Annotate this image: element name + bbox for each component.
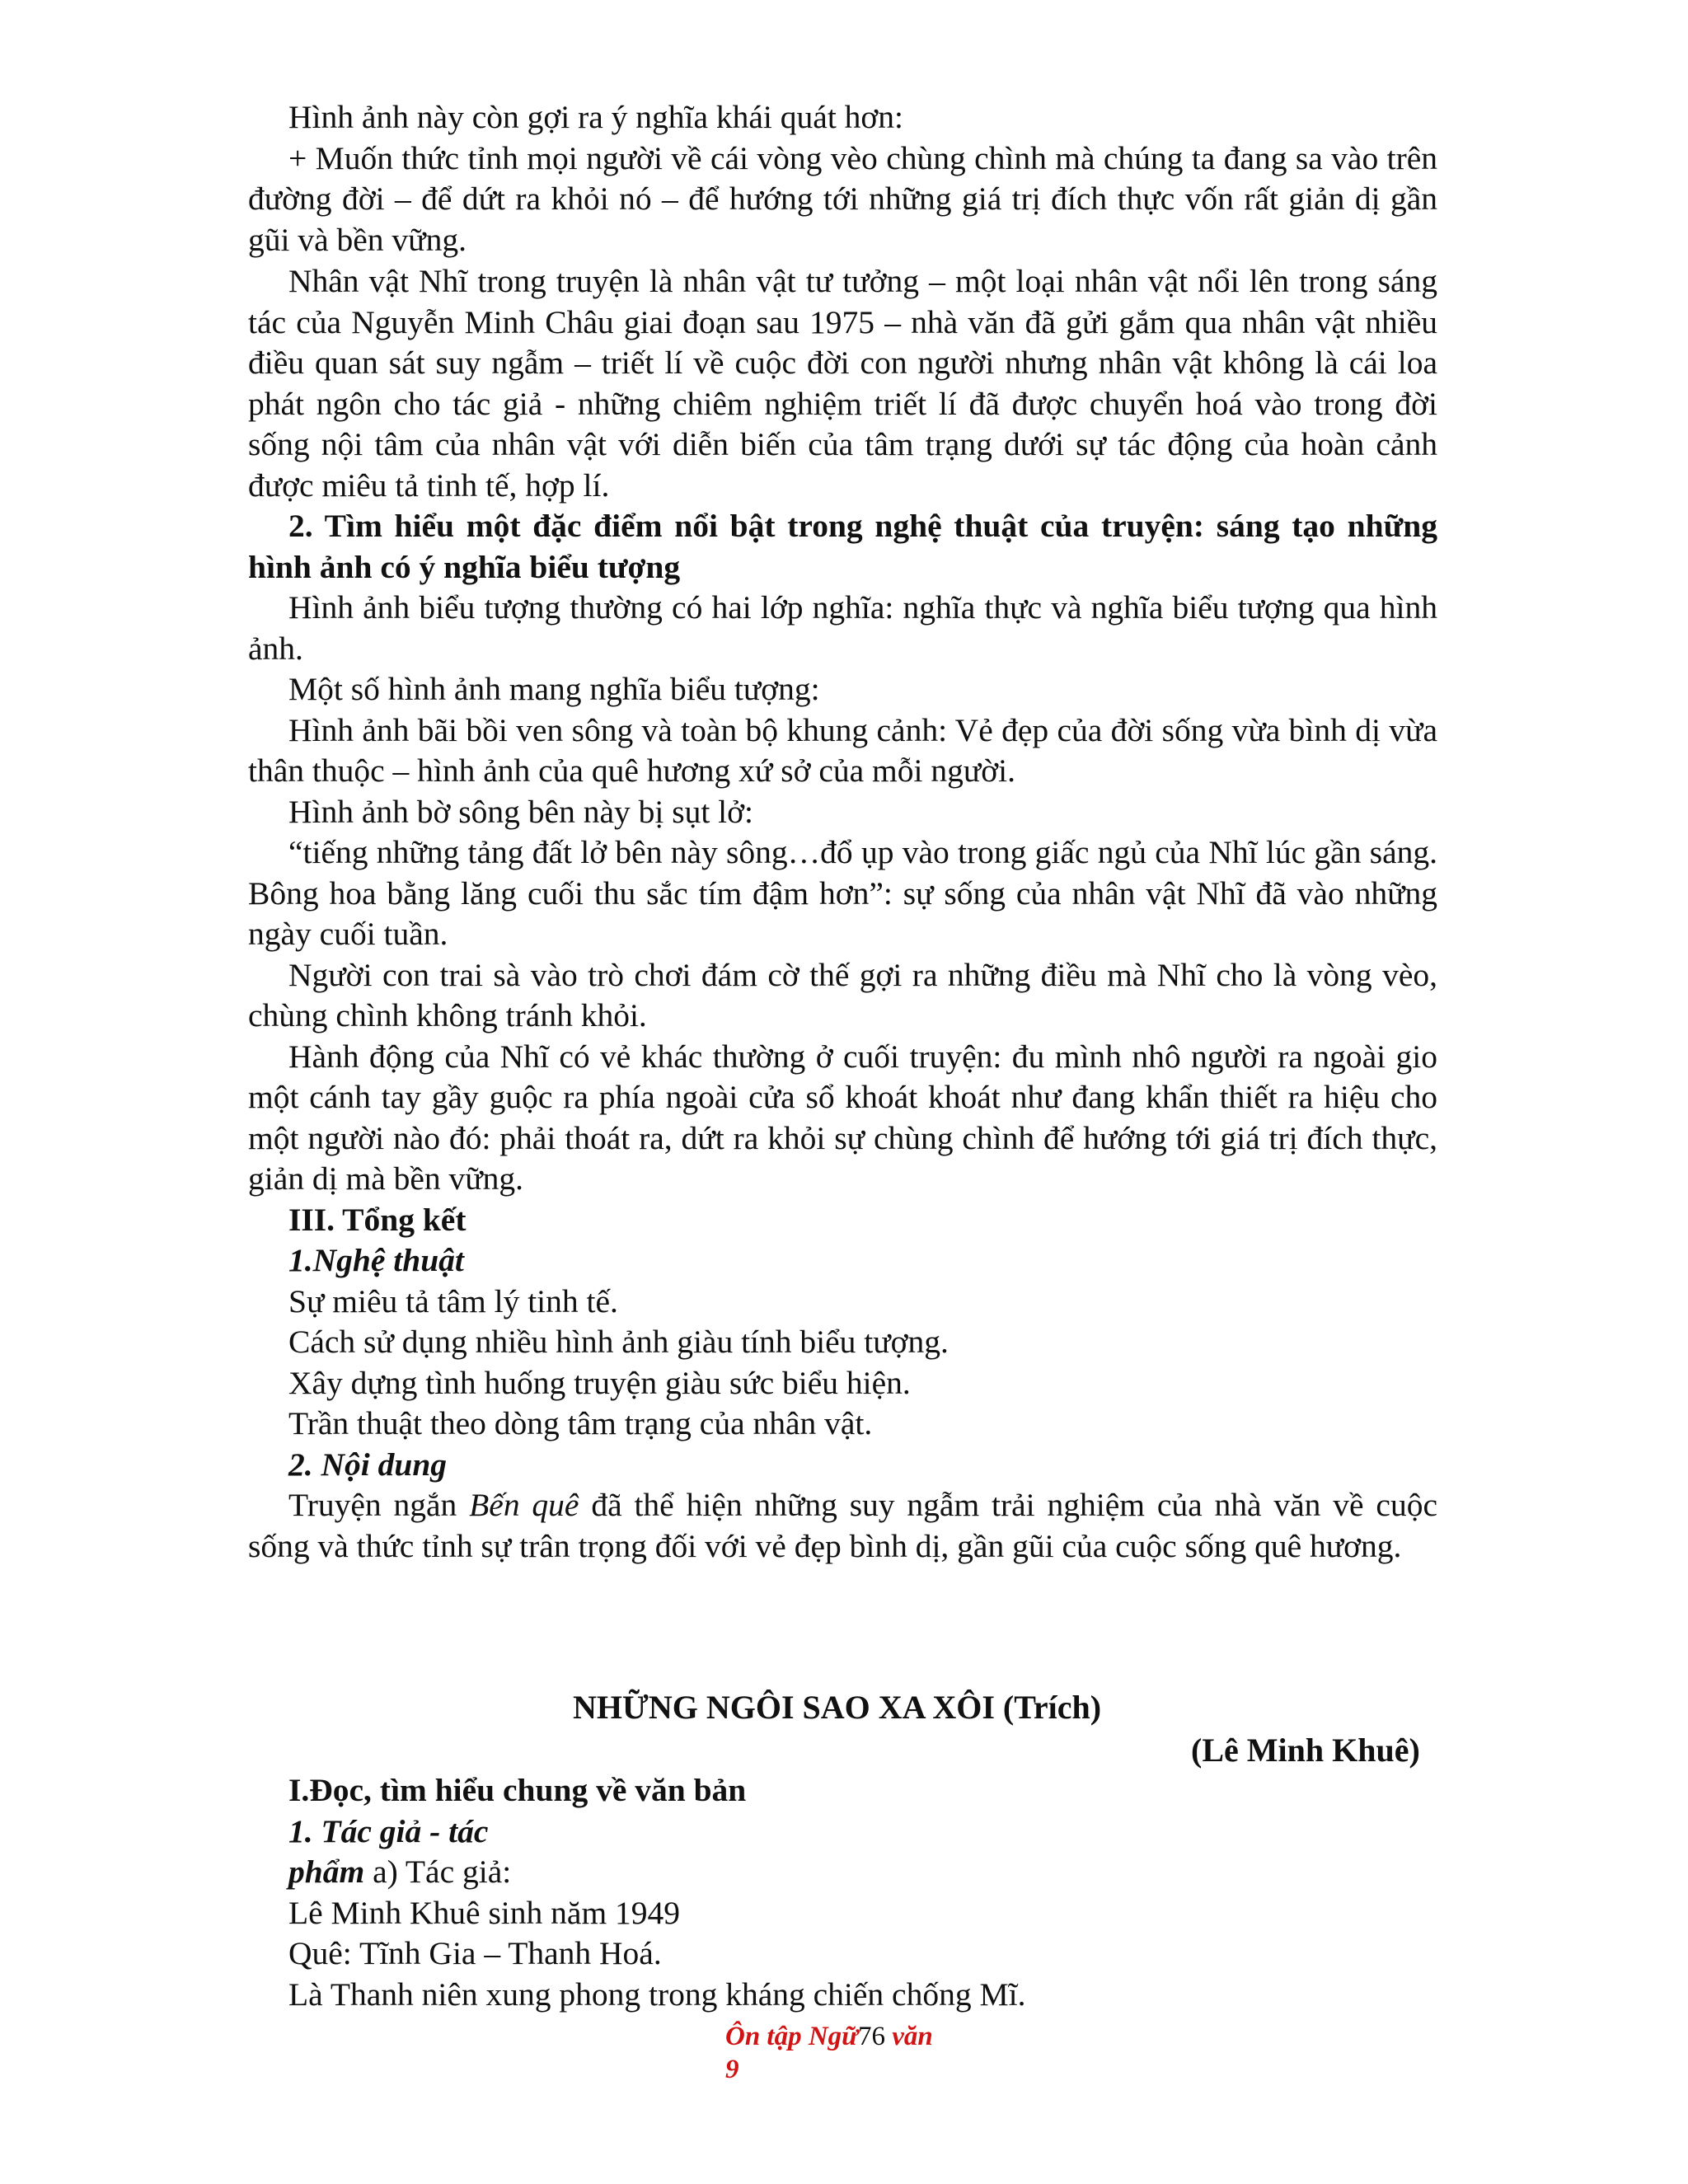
subsection-heading: 1.Nghệ thuật: [288, 1242, 464, 1278]
list-item: Cách sử dụng nhiều hình ảnh giàu tính biểu tượng.: [288, 1324, 949, 1360]
footer-label: Ôn tập Ngữ: [725, 2022, 858, 2051]
paragraph: Hình ảnh biểu tượng thường có hai lớp nghĩa: nghĩa thực và nghĩa biểu tượng qua hình ảnh.: [248, 589, 1437, 667]
paragraph: Hành động của Nhĩ có vẻ khác thường ở cuối truyện: đu mình nhô người ra ngoài gio một cánh tay gầy guộc ra phía ngoài cửa sổ khoát khoát như đang khẩn thiết ra hiệu cho một người nào đó: phải thoát ra, dứt ra khỏi sự chùng chình để hướng tới giá trị đích thực, giản dị mà bền vững.: [248, 1038, 1437, 1197]
list-item: Trần thuật theo dòng tâm trạng của nhân vật.: [288, 1405, 873, 1441]
footer-label: văn: [884, 2022, 933, 2051]
text-run: đã thể hiện những suy ngẫm trải nghiệm của nhà văn về cuộc sống và thức tỉnh sự trân trọng đối với vẻ đẹp bình dị, gần gũi của cuộc sống quê hương.: [248, 1487, 1437, 1564]
paragraph: [248, 1485, 1437, 1567]
paragraph: Người con trai sà vào trò chơi đám cờ thế gợi ra những điều mà Nhĩ cho là vòng vèo, chùng chình không tránh khỏi.: [248, 956, 1437, 1033]
page-number: 76: [857, 2022, 885, 2051]
text-run: a) Tác giả:: [364, 1854, 512, 1890]
list-item: Quê: Tĩnh Gia – Thanh Hoá.: [288, 1935, 662, 1971]
main-text: [248, 97, 1437, 1567]
page-footer: [725, 2020, 956, 2086]
section-heading: 2. Tìm hiểu một đặc điểm nổi bật trong nghệ thuật của truyện: sáng tạo những hình ảnh có ý nghĩa biểu tượng: [248, 508, 1437, 585]
footer-label: 9: [725, 2055, 739, 2084]
subsection-heading-cont: phẩm: [288, 1854, 365, 1890]
section2-text: [248, 1770, 1437, 2015]
paragraph: Hình ảnh bờ sông bên này bị sụt lở:: [288, 793, 754, 830]
paragraph: + Muốn thức tỉnh mọi người về cái vòng vèo chùng chình mà chúng ta đang sa vào trên đường đời – để dứt ra khỏi nó – để hướng tới những giá trị đích thực vốn rất giản dị gần gũi và bền vững.: [248, 139, 1437, 258]
work-title: Bến quê: [469, 1487, 579, 1523]
paragraph: Nhân vật Nhĩ trong truyện là nhân vật tư tưởng – một loại nhân vật nổi lên trong sáng tác của Nguyễn Minh Châu giai đoạn sau 1975 – nhà văn đã gửi gắm qua nhân vật nhiều điều quan sát suy ngẫm – triết lí về cuộc đời con người nhưng nhân vật không là cái loa phát ngôn cho tác giả - những chiêm nghiệm triết lí đã được chuyển hoá vào trong đời sống nội tâm của nhân vật với diễn biến của tâm trạng dưới sự tác động của hoàn cảnh được miêu tả tinh tế, hợp lí.: [248, 263, 1437, 504]
paragraph: Hình ảnh bãi bồi ven sông và toàn bộ khung cảnh: Vẻ đẹp của đời sống vừa bình dị vừa thân thuộc – hình ảnh của quê hương xứ sở của mỗi người.: [248, 711, 1437, 789]
list-item: Xây dựng tình huống truyện giàu sức biểu hiện.: [288, 1364, 911, 1401]
paragraph: “tiếng những tảng đất lở bên này sông…đổ ụp vào trong giấc ngủ của Nhĩ lúc gần sáng. Bông hoa bằng lăng cuối thu sắc tím đậm hơn”: sự sống của nhân vật Nhĩ đã vào những ngày cuối tuần.: [248, 834, 1437, 952]
subsection-heading: 2. Nội dung: [288, 1446, 448, 1483]
list-item: Sự miêu tả tâm lý tinh tế.: [288, 1282, 618, 1319]
paragraph: Một số hình ảnh mang nghĩa biểu tượng:: [288, 671, 820, 707]
list-item: Lê Minh Khuê sinh năm 1949: [288, 1894, 681, 1931]
subsection-line: [248, 1852, 1437, 1893]
section-title: NHỮNG NGÔI SAO XA XÔI (Trích): [573, 1689, 1102, 1726]
footer-line: [725, 2020, 956, 2053]
section-heading: I.Đọc, tìm hiểu chung về văn bản: [288, 1772, 747, 1808]
footer-line: [725, 2053, 956, 2086]
text-run: Truyện ngắn: [288, 1487, 470, 1523]
list-item: Là Thanh niên xung phong trong kháng chiến chống Mĩ.: [288, 1975, 1026, 2013]
author-name: (Lê Minh Khuê): [1191, 1732, 1420, 1769]
subsection-heading: 1. Tác giả - tác: [288, 1812, 489, 1849]
section-heading: III. Tổng kết: [288, 1201, 467, 1238]
paragraph: Hình ảnh này còn gợi ra ý nghĩa khái quát hơn:: [288, 99, 904, 135]
